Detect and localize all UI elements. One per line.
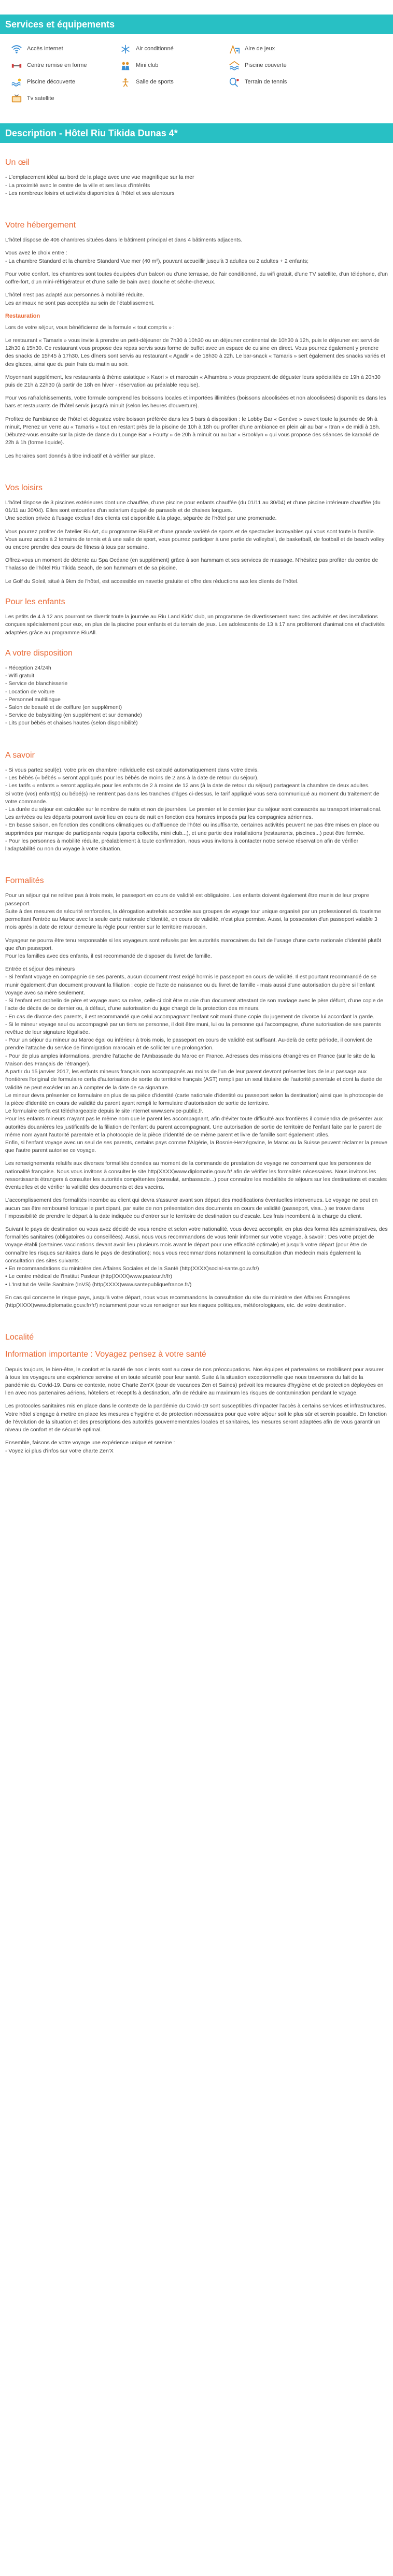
paragraph: L'hôtel n'est pas adapté aux personnes à mobilité réduite. (5, 292, 144, 298)
equipment-label: Aire de jeux (245, 46, 275, 52)
paragraph: Pour les familles avec des enfants, il est recommandé de disposer du livret de famille. (5, 953, 212, 959)
paragraph: • En recommandations du ministère des Affaires Sociales et de la Santé (http(XXXX)social-sante.gouv.fr/) (5, 1265, 259, 1272)
dumbbell-icon (10, 60, 23, 72)
localite-title: Localité (5, 1333, 34, 1342)
equipment-item (10, 93, 99, 105)
un-oeil-line: - L'emplacement idéal au bord de la plage avec une vue magnifique sur la mer (5, 174, 194, 181)
paragraph: - Pour les personnes à mobilité réduite, préalablement à toute confirmation, nous vous invitons à contacter notre service réservation afin de vérifier l'adaptabilité ou non du voyage à votre situation. (5, 837, 359, 852)
equipment-item (228, 44, 316, 55)
enfants-title: Pour les enfants (5, 597, 65, 606)
paragraph: Les petits de 4 à 12 ans pourront se divertir toute la journée au Riu Land Kids' club, un programme de divertissement avec des activités et des installations conçues spécialement pour eux, en plus de la piscine pour enfants et du terrain de jeux. Les adolescents de 13 à 17 ans profiteront d'animations et d'activités adaptées grâce au programme RiuAll. (5, 614, 385, 636)
playground-icon (228, 44, 241, 55)
paragraph: - Les bébés (« bébés » seront appliqués pour les bébés de moins de 2 ans à la date de retour du séjour). (5, 775, 259, 781)
equipment-label: Terrain de tennis (245, 79, 287, 86)
paragraph: Suite à des mesures de sécurité renforcées, la dérogation autrefois accordée aux groupes de voyage tour unique organisé par un professionnel du tourisme permettant l'entrée au Maroc avec la seule carte nationale d'identité, en cours de validité, n'est plus permise. Aussi, la possession d'un passeport valable 3 mois après la date de retour demeure la règle pour rentrer sur le territoire marocain. (5, 908, 381, 931)
loisirs-title: Vos loisirs (5, 483, 43, 492)
equipment-label: Piscine découverte (27, 79, 75, 86)
paragraph: Une section privée à l'usage exclusif des clients est disponible à la plage, séparée de l'hôtel par une promenade. (5, 515, 277, 522)
paragraph: L'hôtel dispose de 406 chambres situées dans le bâtiment principal et dans 4 bâtiments adjacents. (5, 237, 243, 244)
paragraph: Suivant le pays de destination ou vous avez décidé de vous rendre et selon votre nationalité, vous devez accomplir, en plus des formalités administratives, des formalités sanitaires (obligatoires ou conseillées). Aussi, nous vous recommandons de vous tenir informer sur votre voyage, à savoir : Des votre projet de voyage établi (certaines vaccinations devant avoir lieu plusieurs mois avant le départ pour une efficacité optimale) et jusqu'à votre départ (pour être de connaître les risques sanitaires dans le pays de destination); nous vous recommandons notamment la consultation d'un médecin mais également la consultation des sites suivants : (5, 1226, 388, 1264)
paragraph: Lors de votre séjour, vous bénéficierez de la formule « tout compris » : (5, 324, 175, 331)
paragraph: L'hôtel dispose de 3 piscines extérieures dont une chauffée, d'une piscine pour enfants chauffée (du 01/11 au 30/04) et d'une piscine intérieure chauffée (du 01/11 au 30/04). Elles sont entourées d'un solarium équipé de parasols et de chaises longues. (5, 499, 381, 514)
equipment-label: Air conditionné (136, 46, 174, 52)
tennis-icon (228, 77, 241, 88)
paragraph: Vous pourrez profiter de l'atelier RiuArt, du programme RiuFit et d'une grande variété de sports et de spectacles incroyables qui vous sont toute la famille. Vous aurez accès à 2 terrains de tennis et à une salle de sport, vous pourrez participer à une partie de volleyball, de basketball, de football et de beach volley ou encore prendre des cours de fitness à tous par semaine. (5, 528, 385, 551)
charte-link[interactable]: - Voyez ici plus d'infos sur votre charte Zen'X (5, 1447, 114, 1454)
equipment-grid (0, 34, 393, 112)
list-item: - Location de voiture (5, 688, 55, 695)
equipment-item (119, 77, 207, 88)
paragraph: A partir du 15 janvier 2017, les enfants mineurs français non accompagnés au moins de l'un de leur parent devront présenter lors de leur passage aux frontières l'original de formulaire cerfa d'autorisation de sortie du territoire français (AST) rempli par un seul titulaire de l'autorité parentale et dont la durée de validité ne peut excéder un an à compter de la date de sa signature. (5, 1069, 382, 1091)
list-item: - Réception 24/24h (5, 664, 51, 671)
un-oeil-title: Un œil (5, 158, 30, 167)
paragraph: Si votre (vos) enfant(s) ou bébé(s) ne rentrent pas dans les tranches d'âges ci-dessus, le tarif appliqué vous sera communiqué au moment du traitement de votre commande. (5, 790, 380, 805)
equipment-label: Accès internet (27, 46, 63, 52)
paragraph: Moyennant supplément, les restaurants à thème asiatique « Kaori » et marocain « Alhambra » vous proposent de déguster leurs spécialités de 19h à 20h30 puis de 21h à 22h30 (à partir de 18h en hiver - réservation au préalable requise). (5, 374, 381, 388)
paragraph: • Le centre médical de l'Institut Pasteur (http(XXXX)www.pasteur.fr/fr) (5, 1273, 172, 1280)
equipment-label: Mini club (136, 62, 159, 69)
hebergement-title: Votre hébergement (5, 221, 76, 230)
list-item: - Lits pour bébés et chaises hautes (selon disponibilité) (5, 720, 138, 727)
disposition-title: A votre disposition (5, 648, 73, 658)
paragraph: • L'Institut de Veille Sanitaire (InVS) (http(XXXX)www.santepubliquefrance.fr/) (5, 1281, 192, 1288)
description-content (0, 143, 393, 1455)
equipment-item (119, 44, 207, 55)
page (0, 15, 393, 1476)
paragraph: Offrez-vous un moment de détente au Spa Océane (en supplément) grâce à son hammam et ses services de massage. N'hésitez pas profiter du centre de Thalasso de l'hôtel Riu Tikida Beach, de son hammam et de sa piscine. (5, 557, 378, 572)
paragraph: - Pour de plus amples informations, prendre l'attache de l'Ambassade du Maroc en France. Adresses des missions étrangères en France (sur le site de la Maison des Français de l'étranger). (5, 1052, 375, 1067)
paragraph: - Les tarifs « enfants » seront appliqués pour les enfants de 2 à moins de 12 ans (à la date de retour du séjour) partageant la chambre de deux adultes. (5, 782, 370, 789)
equipment-item (228, 77, 316, 88)
restauration-title: Restauration (5, 312, 40, 319)
paragraph: Enfin, si l'enfant voyage avec un seul de ses parents, certains pays comme l'Algérie, la Bosnie-Herzégovine, le Maroc ou la Suisse peuvent réclamer la preuve que l'autre parent autorise ce voyage. (5, 1140, 388, 1154)
paragraph: Pour les enfants mineurs n'ayant pas le même nom que le parent les accompagnant, afin d'éviter toute difficulté aux frontières il conviendra de présenter aux autorités douanières les justificatifs de la filiation de l'enfant du parent accompagnant. Une autorisation de sortie de territoire de l'enfant faite par le parent de même nom ayant l'autorité parentale et la photocopie de la pièce d'identité de ce même parent et livre de famille sont également utiles. (5, 1116, 383, 1138)
wifi-icon (10, 44, 23, 55)
paragraph: - La durée du séjour est calculée sur le nombre de nuits et non de journées. Le premier et le dernier jour du séjour sont consacrés au transport international. Les arrivées ou les départs pourront avoir lieu en cours de nuit en fonction des horaires imposés par les compagnies aériennes. (5, 806, 382, 821)
paragraph: Les renseignements relatifs aux diverses formalités données au moment de la commande de prestation de voyage ne concernent que les personnes de nationalité française. Nous vous invitons à consulter le site http(XXXX)www.diplomatie.gouv.fr/ afin de vérifier les formalités nécessaires. Nous invitons les ressortissants étrangers à consulter les autorités compétentes (consulat, ambassade...) pour connaître les modalités de séjours sur les destinations et escales éventuelles et de vérifier la validité des documents et des vaccins. (5, 1160, 387, 1191)
paragraph: - Si l'enfant est orphelin de père et voyage avec sa mère, celle-ci doit être munie d'un document attestant de son mariage avec le père défunt, d'une copie de l'acte de décès de ce dernier ou, à défaut, d'une autorisation du juge chargé de la protection des mineurs. (5, 998, 384, 1012)
equipment-label: Tv satellite (27, 95, 54, 102)
paragraph: Pour votre confort, les chambres sont toutes équipées d'un balcon ou d'une terrasse, de l'air conditionné, du wifi gratuit, d'une TV satellite, d'un téléphone, d'un coffre-fort, d'un mini-réfrigérateur et d'une salle de bain avec douche et sèche-cheveux. (5, 271, 388, 286)
equipment-label: Centre remise en forme (27, 62, 87, 69)
paragraph: Profitez de l'ambiance de l'hôtel et dégustez votre boisson préférée dans les 5 bars à disposition : le Lobby Bar « Genève » ouvert toute la journée de 9h à minuit, Prenez un verre au « Tamaris » tout en restant près de la piscine de 10h à 18h ou profiter d'une ambiance en plein air au bar « Itran » de midi à 18h. Débutez-vous ensuite sur la piste de danse du Lounge Bar « Fourty » de 20h à minuit ou au bar « Brooklyn » qui vous propose des séances de karaoké de 22h à 1h (forme liquide). (5, 416, 381, 446)
paragraph: Pour un séjour qui ne relève pas à trois mois, le passeport en cours de validité est obligatoire. Les enfants doivent également être munis de leur propre passeport. (5, 892, 369, 907)
equipment-label: Piscine couverte (245, 62, 287, 69)
paragraph: - En cas de divorce des parents, il est recommandé que celui accompagnant l'enfant soit muni d'une copie du jugement de divorce lui accordant la garde. (5, 1013, 375, 1020)
paragraph: Les animaux ne sont pas acceptés au sein de l'établissement. (5, 300, 155, 306)
formalites-title: Formalités (5, 876, 44, 886)
paragraph: Le restaurant « Tamaris » vous invite à prendre un petit-déjeuner de 7h30 à 10h30 ou un déjeuner continental de 10h30 à 12h, puis le déjeuner est servi de 12h30 à 15h30. Ce restaurant vous propose des repas servis sous forme de buffet avec un espace de cuisine en direct. Vous pourrez également y prendre des snacks de 15h45 à 17h30. Les dîners sont servis au restaurant « Agadir » de 18h30 à 22h. Le bar-snack « Tamaris » sert également des snacks variés et des glaces, ainsi que du pain frais du matin au soir. (5, 337, 385, 367)
list-item: - Service de blanchisserie (5, 680, 68, 687)
paragraph: Voyageur ne pourra être tenu responsable si les voyageurs sont refusés par les autorités marocaines du fait de l'usage d'une carte nationale d'identité plutôt que d'un passeport. (5, 937, 382, 951)
paragraph: Les protocoles sanitaires mis en place dans le contexte de la pandémie du Covid-19 sont susceptibles d'impacter l'accès à certains services et infrastructures. Votre hôtel s'engage à mettre en place les mesures d'hygiène et de protection nécessaires pour que votre séjour soit le plus sûr et serein possible. En fonction de l'évolution de la situation et des prescriptions des autorités gouvernementales locales et sanitaires, les mesures seront adaptées afin de vous garantir un niveau de confort et de sécurité optimal. (5, 1403, 387, 1433)
paragraph: Depuis toujours, le bien-être, le confort et la santé de nos clients sont au cœur de nos préoccupations. Nos équipes et partenaires se mobilisent pour assurer à tous les voyageurs une expérience sereine et en toute sécurité pour leur santé. Suite à la situation exceptionnelle que nous traversons du fait de la pandémie du Covid-19. Dans ce contexte, notre Charte Zen'X (pour de vacances Zen et Saines) prévoit les mesures d'hygiène et de protection déployées en lien avec nos partenaires aériens, hôteliers et réceptifs à destination, afin de réduire au maximum les risques de contamination pendant le voyage. (5, 1366, 384, 1397)
list-item: - Service de babysitting (en supplément et sur demande) (5, 712, 142, 719)
paragraph: Entrée et séjour des mineurs (5, 966, 75, 973)
paragraph: - En basse saison, en fonction des conditions climatiques ou d'affluence de l'hôtel ou insuffisante, certaines activités peuvent ne pas être mises en place ou supprimées par manque de participants requis (sports collectifs, mini club...), et une partie des installations (restaurants, piscines...) peut être fermée. (5, 822, 380, 836)
tv-icon (10, 93, 23, 105)
outdoor-pool-icon (10, 77, 23, 88)
description-title: Description - Hôtel Riu Tikida Dunas 4* (0, 123, 393, 143)
paragraph: Le Golf du Soleil, situé à 9km de l'hôtel, est accessible en navette gratuite et offre des réductions aux les clients de l'hôtel. (5, 578, 299, 585)
list-item: - Salon de beauté et de coiffure (en supplément) (5, 704, 122, 711)
gym-icon (119, 77, 132, 88)
disposition-list (5, 664, 388, 728)
equipment-item (10, 60, 99, 72)
paragraph: En cas qui concerne le risque pays, jusqu'à votre départ, nous vous recommandons la consultation du site du ministère des Affaires Étrangères (http(XXXX)www.diplomatie.gouv.fr/fr/) notamment pour vous renseigner sur les risques politiques, météorologiques, etc. de votre destination. (5, 1294, 350, 1308)
equipment-title: Services et équipements (0, 15, 393, 34)
indoor-pool-icon (228, 60, 241, 72)
list-item: - Personnel multilingue (5, 696, 61, 703)
kids-club-icon (119, 60, 132, 72)
paragraph: Ensemble, faisons de votre voyage une expérience unique et sereine : (5, 1440, 175, 1446)
un-oeil-line: - La proximité avec le centre de la ville et ses lieux d'intérêts (5, 182, 150, 189)
paragraph: Les horaires sont donnés à titre indicatif et à vérifier sur place. (5, 452, 155, 459)
paragraph: L'accomplissement des formalités incombe au client qui devra s'assurer avant son départ des modifications éventuelles intervenues. Le voyage ne peut en aucun cas être remboursé lorsque le participant, par suite de non présentation des documents en cours de validité (passeport, visa...) se trouve dans l'impossibilité de prendre le départ à la date indiquée ou d'entrer sur le territoire de destination ou d'escale. Les frais incombent à la charge du client. (5, 1197, 378, 1219)
paragraph: - La chambre Standard et la chambre Standard Vue mer (40 m²), pouvant accueillir jusqu'à 3 adultes ou 2 adultes + 2 enfants; (5, 258, 308, 264)
equipment-item (228, 60, 316, 72)
sante-title: Information importante : Voyagez pensez à votre santé (5, 1350, 206, 1359)
a-savoir-title: A savoir (5, 750, 35, 760)
list-item: - Wifi gratuit (5, 673, 35, 679)
equipment-label: Salle de sports (136, 79, 174, 86)
paragraph: - Si le mineur voyage seul ou accompagné par un tiers se personne, il doit être muni, lui ou la personne qui l'accompagne, d'une autorisation de ses parents revêtue de leur signature légalisée. (5, 1021, 381, 1035)
snowflake-icon (119, 44, 132, 55)
paragraph: - Pour un séjour du mineur au Maroc égal ou inférieur à trois mois, le passeport en cours de validité est suffisant. Au-delà de cette période, il convient de prendre l'attache du service de l'immigration marocain et de solliciter une prolongation. (5, 1037, 372, 1051)
equipment-item (119, 60, 207, 72)
paragraph: Le formulaire cerfa est téléchargeable depuis le site internet www.service-public.fr. (5, 1108, 204, 1115)
paragraph: Le mineur devra présenter ce formulaire en plus de sa pièce d'identité (carte nationale d'identité ou passeport selon la destination) ainsi que la photocopie de la pièce d'identité en cours de validité du parent ayant rempli le formulaire d'autorisation de sortie de territoire. (5, 1092, 384, 1106)
un-oeil-line: - Les nombreux loisirs et activités disponibles à l'hôtel et ses alentours (5, 190, 175, 196)
paragraph: Vous avez le choix entre : (5, 250, 67, 257)
paragraph: Pour vos rafraîchissements, votre formule comprend les boissons locales et importées illimitées (boissons alcoolisées et non alcoolisées) disponibles dans les bars et restaurants de l'hôtel servis jusqu'à minuit (selon les heures d'ouverture). (5, 395, 386, 409)
paragraph: - Si l'enfant voyage en compagnie de ses parents, aucun document n'est exigé hormis le passeport en cours de validité. Il est pourtant recommandé de se munir également d'un document prouvant la filiation : copie de l'acte de naissance ou du livret de famille - mais aussi d'une autorisation du père si l'enfant voyage avec sa mère seulement. (5, 974, 377, 996)
equipment-item (10, 44, 99, 55)
equipment-item (10, 77, 99, 88)
paragraph: - Si vous partez seul(e), votre prix en chambre individuelle est calculé automatiquement dans votre devis. (5, 766, 259, 773)
